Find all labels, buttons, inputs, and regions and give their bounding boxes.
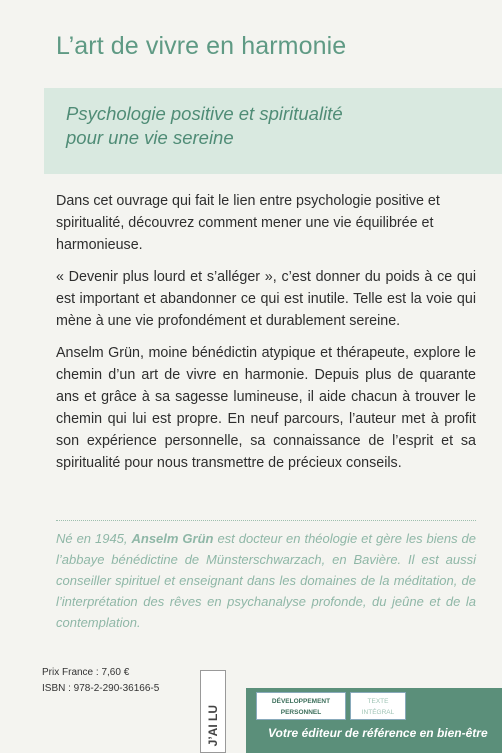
- author-bio: [56, 528, 476, 633]
- collection-slogan: Votre éditeur de référence en bien-être: [268, 726, 488, 740]
- tag-texte-integral: [350, 692, 406, 720]
- isbn-line: ISBN : 978-2-290-36166-5: [42, 683, 160, 694]
- dotted-divider: [56, 520, 476, 521]
- description-paragraph-1: Dans cet ouvrage qui fait le lien entre psychologie positive et spiritualité, découvrez comment mener une vie équilibrée et harmonieuse.: [56, 193, 440, 253]
- subtitle-line-1: Psychologie positive et spiritualité: [66, 103, 343, 124]
- description-paragraph-3: Anselm Grün, moine bénédictin atypique et thérapeute, explore le chemin d’un art de vivre en harmonie. Depuis plus de quarante ans et grâce à sa sagesse lumineuse, il aide chacun à trouver le chemin qui lui est propre. En neuf parcours, l’auteur met à profit son expérience personnelle, sa connaissance de l’esprit et sa spiritualité pour nous transmettre de précieux conseils.: [56, 345, 476, 471]
- book-title: L’art de vivre en harmonie: [56, 32, 347, 60]
- subtitle-line-2: pour une vie sereine: [66, 127, 234, 148]
- price-line: Prix France : 7,60 €: [42, 667, 130, 678]
- collection-banner: [246, 688, 502, 753]
- description-paragraph-2: « Devenir plus lourd et s’alléger », c’est donner du poids à ce qui est important et abandonner ce qui est inutile. Telle est la voie qui mène à une vie profondément et durablement sereine.: [56, 269, 476, 329]
- tag-line: PERSONNEL: [280, 709, 322, 716]
- price-info: [42, 665, 159, 697]
- bio-prefix: Né en 1945,: [56, 531, 128, 546]
- publisher-logo: [200, 670, 226, 753]
- tag-line: TEXTE: [367, 698, 389, 705]
- bio-text: est docteur en théologie et gère les biens de l’abbaye bénédictine de Münsterschwarzach, en Bavière. Il est aussi conseiller spirituel et enseignant dans les domaines de la méditation, de l’interprétation des rêves en psychanalyse profonde, du jeûne et de la contemplation.: [56, 531, 477, 630]
- bio-author-name: Anselm Grün: [131, 531, 214, 546]
- publisher-logo-text: J’AI LU: [206, 704, 220, 746]
- tag-line: DÉVELOPPEMENT: [271, 698, 331, 705]
- tag-line: INTÉGRAL: [361, 709, 395, 716]
- description: [56, 190, 476, 484]
- collection-tags: [256, 692, 406, 720]
- tag-developpement-personnel: [256, 692, 346, 720]
- subtitle-box: [44, 88, 502, 174]
